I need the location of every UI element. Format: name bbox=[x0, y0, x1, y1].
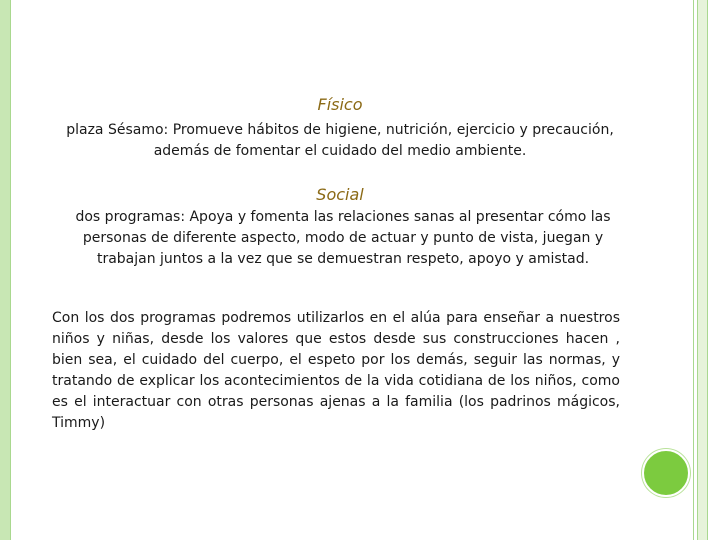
paragraph-social: dos programas: Apoya y fomenta las relaciones sanas al presentar cómo las personas de diferente aspecto, modo de actuar y punto de vista, juegan y trabajan juntos a la vez que se demuestran respeto, apoyo y amistad. bbox=[75, 209, 611, 267]
right-frame-line-2 bbox=[697, 0, 698, 540]
left-frame-bar bbox=[0, 0, 11, 540]
closing-paragraph: Con los dos programas podremos utilizarlos en el alúa para enseñar a nuestros niños y niñas, desde los valores que estos desde sus construcciones hacen , bien sea, el cuidado del cuerpo, el espeto por los demás, seguir las normas, y tratando de explicar los acontecimientos de la vida cotidiana de los niños, como es el interactuar con otras personas ajenas a la familia (los padrinos mágicos, Timmy) bbox=[52, 310, 620, 431]
green-circle-decoration bbox=[642, 449, 690, 497]
heading-fisico: Físico bbox=[317, 95, 363, 114]
heading-social: Social bbox=[316, 185, 364, 204]
right-frame-line-1 bbox=[693, 0, 694, 540]
right-frame-bar bbox=[697, 0, 707, 540]
paragraph-fisico: plaza Sésamo: Promueve hábitos de higiene, nutrición, ejercicio y precaución, además de fomentar el cuidado del medio ambiente. bbox=[66, 122, 614, 159]
right-frame-line-3 bbox=[707, 0, 708, 540]
